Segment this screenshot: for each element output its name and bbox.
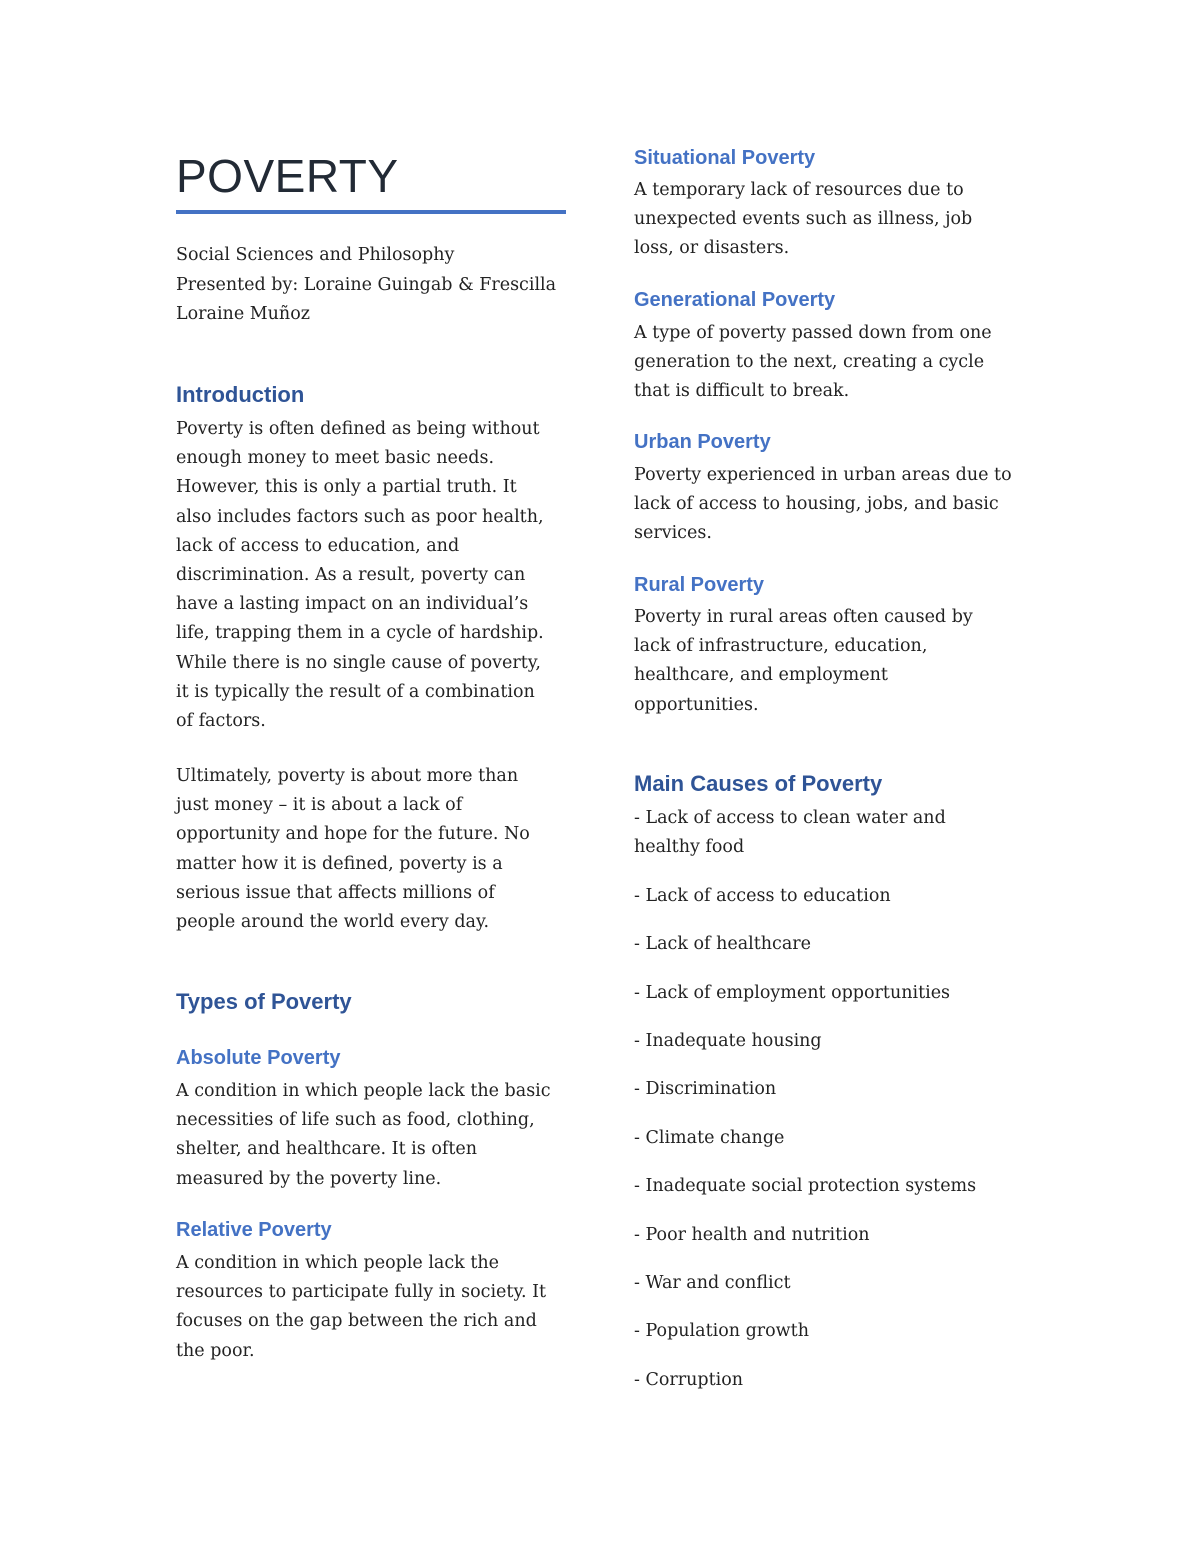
situational-poverty-heading: Situational Poverty	[634, 147, 816, 169]
list-item: - Lack of employment opportunities	[634, 982, 951, 1003]
relative-poverty-heading: Relative Poverty	[176, 1219, 332, 1241]
situational-poverty-text: A temporary lack of resources due to unexpected events such as illness, job loss, or disasters.	[634, 180, 973, 259]
list-item: - Discrimination	[634, 1079, 777, 1100]
relative-poverty-text: A condition in which people lack the resources to participate fully in society. It focuses on the gap between the rich and the poor.	[176, 1253, 547, 1361]
introduction-heading: Introduction	[176, 382, 305, 407]
rural-poverty-heading: Rural Poverty	[634, 574, 765, 596]
list-item: - Lack of healthcare	[634, 934, 811, 955]
list-item: - Corruption	[634, 1369, 744, 1390]
presenters-line-1: Presented by: Loraine Guingab & Frescilla	[176, 274, 557, 295]
document-title: POVERTY	[176, 150, 399, 202]
generational-poverty-text: A type of poverty passed down from one generation to the next, creating a cycle that is difficult to break.	[634, 323, 992, 402]
causes-heading: Main Causes of Poverty	[634, 771, 883, 796]
list-item: - Inadequate housing	[634, 1031, 822, 1052]
introduction-paragraph-1: Poverty is often defined as being without enough money to meet basic needs. However, this is only a partial truth. It also includes factors such as poor health, lack of access to education, and discrimination. As a result, poverty can have a lasting impact on an individual’s life, trapping them in a cycle of hardship. While there is no single cause of poverty, it is typically the result of a combination of factors.	[176, 419, 544, 732]
list-item: - War and conflict	[634, 1273, 791, 1294]
causes-list	[634, 804, 1026, 1414]
types-heading: Types of Poverty	[176, 989, 352, 1014]
list-item: - Poor health and nutrition	[634, 1224, 870, 1245]
list-item: - Lack of access to education	[634, 885, 891, 906]
title-underline	[176, 210, 566, 214]
list-item: - Inadequate social protection systems	[634, 1176, 977, 1197]
presenters-line-2: Loraine Muñoz	[176, 304, 310, 324]
absolute-poverty-text: A condition in which people lack the basic necessities of life such as food, clothing, shelter, and healthcare. It is often measured by the poverty line.	[176, 1081, 551, 1189]
list-item: - Lack of access to clean water and healthy food	[634, 808, 946, 858]
rural-poverty-text: Poverty in rural areas often caused by lack of infrastructure, education, healthcare, and employment opportunities.	[634, 607, 973, 715]
list-item: - Population growth	[634, 1321, 809, 1342]
generational-poverty-heading: Generational Poverty	[634, 289, 836, 311]
urban-poverty-heading: Urban Poverty	[634, 431, 771, 453]
document-subtitle	[176, 241, 568, 330]
absolute-poverty-heading: Absolute Poverty	[176, 1047, 341, 1069]
urban-poverty-text: Poverty experienced in urban areas due to lack of access to housing, jobs, and basic services.	[634, 465, 1012, 544]
introduction-paragraph-2: Ultimately, poverty is about more than just money – it is about a lack of opportunity and hope for the future. No matter how it is defined, poverty is a serious issue that affects millions of people around the world every day.	[176, 766, 530, 933]
list-item: - Climate change	[634, 1127, 785, 1148]
course-name: Social Sciences and Philosophy	[176, 245, 455, 265]
